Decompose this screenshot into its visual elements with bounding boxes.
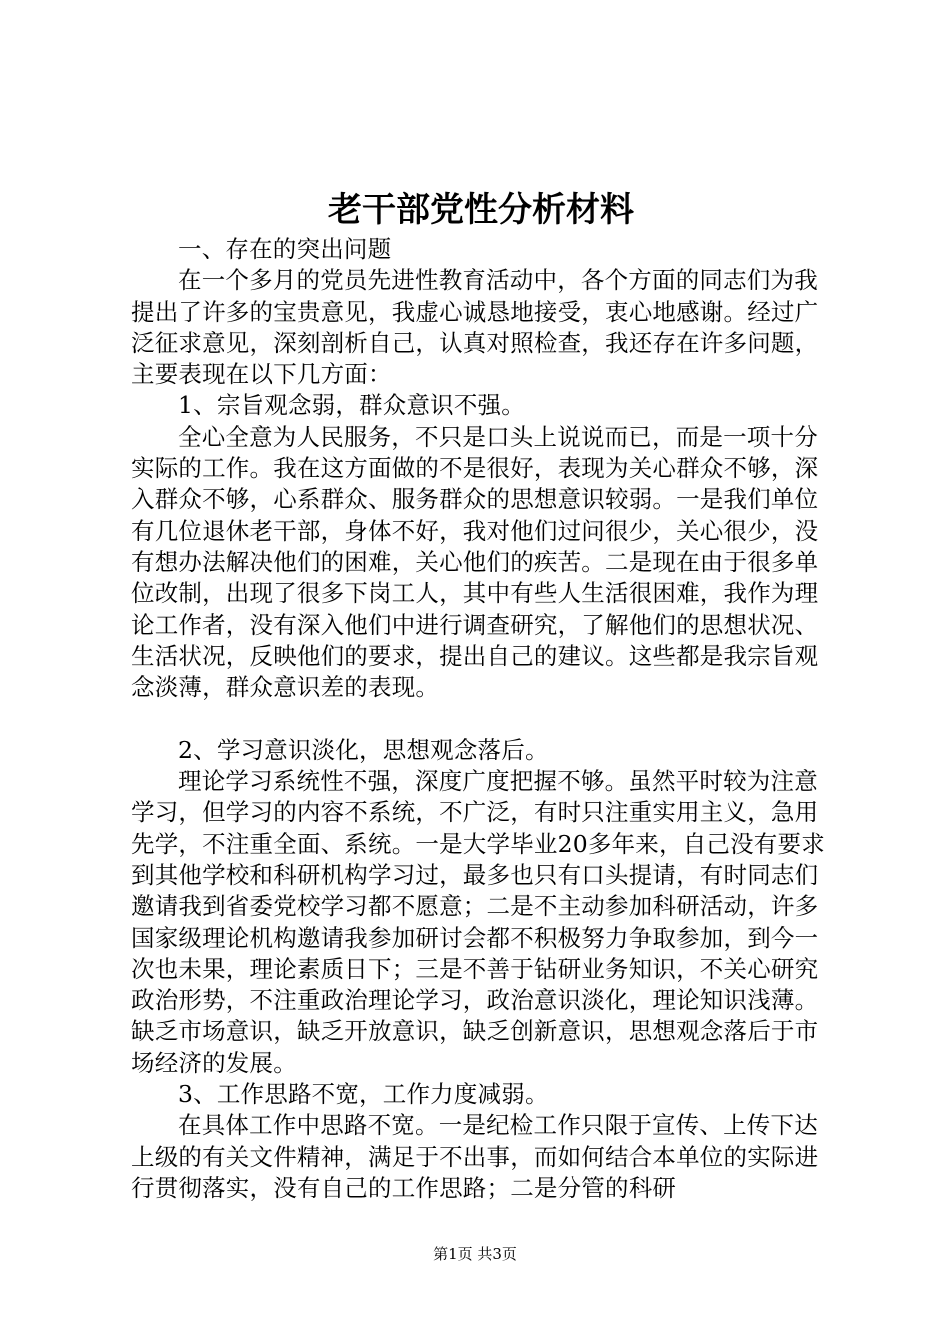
body-paragraph: 理论学习系统性不强，深度广度把握不够。虽然平时较为注意学习，但学习的内容不系统，不广泛，有时只注重实用主义，急用先学，不注重全面、系统。一是大学毕业20多年来，自己没有要求到其他学校和科研机构学习过，最多也只有口头提请，有时同志们邀请我到省委党校学习都不愿意；二是不主动参加科研活动，许多国家级理论机构邀请我参加研讨会都不积极努力争取参加，到今一次也未果，理论素质日下；三是不善于钻研业务知识，不关心研究政治形势，不注重政治理论学习，政治意识淡化，理论知识浅薄。缺乏市场意识，缺乏开放意识，缺乏创新意识，思想观念落后于市场经济的发展。 [131,767,825,1077]
section-heading: 一、存在的突出问题 [178,235,392,263]
paragraph-spacer [131,703,831,734]
subsection-heading: 2、学习意识淡化，思想观念落后。 [178,735,549,764]
subsection-heading: 3、工作思路不宽，工作力度减弱。 [178,1080,549,1109]
document-title: 老干部党性分析材料 [328,190,634,230]
page-number: 第1页 共3页 [433,1245,517,1263]
body-paragraph: 在具体工作中思路不宽。一是纪检工作只限于宣传、上传下达上级的有关文件精神，满足于不出事，而如何结合本单位的实际进行贯彻落实，没有自己的工作思路；二是分管的科研 [131,1111,819,1202]
body-paragraph: 在一个多月的党员先进性教育活动中，各个方面的同志们为我提出了许多的宝贵意见，我虚心诚恳地接受，衷心地感谢。经过广泛征求意见，深刻剖析自己，认真对照检查，我还存在许多问题，主要表现在以下几方面： [131,266,819,389]
subsection-heading: 1、宗旨观念弱，群众意识不强。 [178,391,525,420]
body-paragraph: 全心全意为人民服务，不只是口头上说说而已，而是一项十分实际的工作。我在这方面做的不是很好，表现为关心群众不够，深入群众不够，心系群众、服务群众的思想意识较弱。一是我们单位有几位退休老干部，身体不好，我对他们过问很少，关心很少，没有想办法解决他们的困难，关心他们的疾苦。二是现在由于很多单位改制，出现了很多下岗工人，其中有些人生活很困难，我作为理论工作者，没有深入他们中进行调查研究，了解他们的思想状况、生活状况，反映他们的要求，提出自己的建议。这些都是我宗旨观念淡薄，群众意识差的表现。 [131,422,819,702]
document-body [131,186,831,1204]
